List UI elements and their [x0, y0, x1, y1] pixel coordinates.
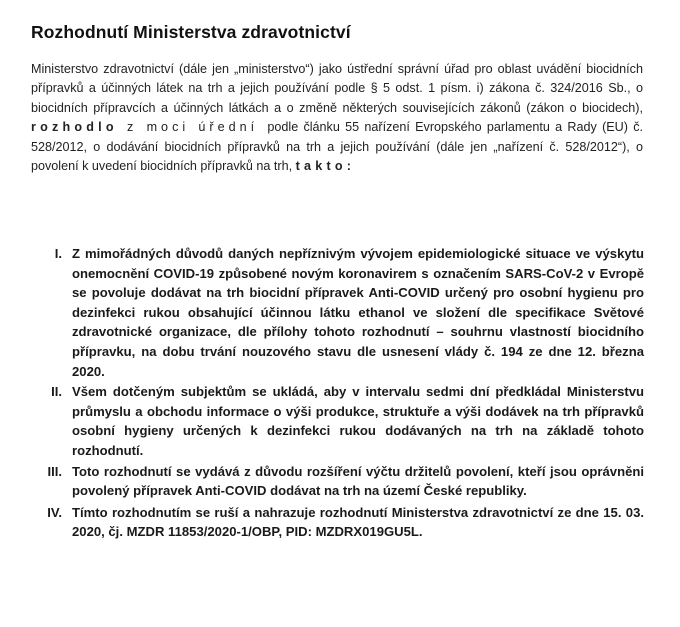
clause-text: Všem dotčeným subjektům se ukládá, aby v intervalu sedmi dní předkládal Ministerstvu průmyslu a obchodu informace o výši produkce, struktuře a výši dodávek na trh přípravků osobní hygieny určených k dezinfekci rukou dodávaných na trh na základě tohoto rozhodnutí.: [72, 384, 644, 458]
z-moci-uredni-phrase: z moci úřední: [117, 120, 268, 135]
clause-number: II.: [51, 384, 62, 400]
rozhodlo-emphasis: rozhodlo: [31, 120, 118, 135]
clause-text: Toto rozhodnutí se vydává z důvodu rozšíření výčtu držitelů povolení, kteří jsou oprávněni povolený přípravek Anti-COVID dodávat na trh na území České republiky.: [72, 463, 644, 499]
intro-text-part-2: podle článku 55 nařízení Evropského parlamentu a Rady (EU) č. 528/2012, o dodávání biocidních přípravků na trh a jejich používání (dále jen „nařízení č. 528/2012“), o povolení k uvedení biocidních přípravků na trh,: [31, 120, 643, 174]
clause-item: [40, 503, 644, 542]
clause-item: [40, 382, 644, 460]
intro-text-part-1: Ministerstvo zdravotnictví (dále jen „ministerstvo“) jako ústřední správní úřad pro oblast uvádění biocidních přípravků a účinných látek na trh a jejich používání podle § 5 odst. 1 písm. i) zákona č. 324/2016 Sb., o biocidních přípravcích a účinných látkách a o změně některých souvisejících zákonů (zákon o biocidech),: [31, 62, 643, 115]
clause-item: [40, 462, 644, 501]
clause-number: IV.: [47, 504, 62, 520]
decision-clauses: [40, 244, 644, 542]
clause-text: Z mimořádných důvodů daných nepříznivým vývojem epidemiologické situace ve výskytu onemocnění COVID-19 způsobené novým koronavirem s označením SARS-CoV-2 v Evropě se povoluje dodávat na trh biocidní přípravek Anti-COVID určený pro osobní hygienu pro dezinfekci rukou obsahující účinnou látku ethanol ve složení dle specifikace Světové zdravotnické organizace, dle přílohy tohoto rozhodnutí – souhrnu vlastností biocidního přípravku, na dobu trvání nouzového stavu dle usnesení vlády č. 194 ze dne 12. března 2020.: [72, 246, 644, 379]
clause-number: I.: [54, 246, 62, 261]
clause-item: [40, 244, 644, 381]
document-title: Rozhodnutí Ministerstva zdravotnictví: [31, 22, 351, 42]
takto-emphasis: takto:: [295, 159, 356, 174]
clause-number: III.: [47, 463, 62, 479]
intro-paragraph: [31, 60, 643, 176]
clause-text: Tímto rozhodnutím se ruší a nahrazuje rozhodnutí Ministerstva zdravotnictví ze dne 15. 03. 2020, čj. MZDR 11853/2020-1/OBP, PID: MZDRX019GU5L.: [72, 504, 644, 540]
